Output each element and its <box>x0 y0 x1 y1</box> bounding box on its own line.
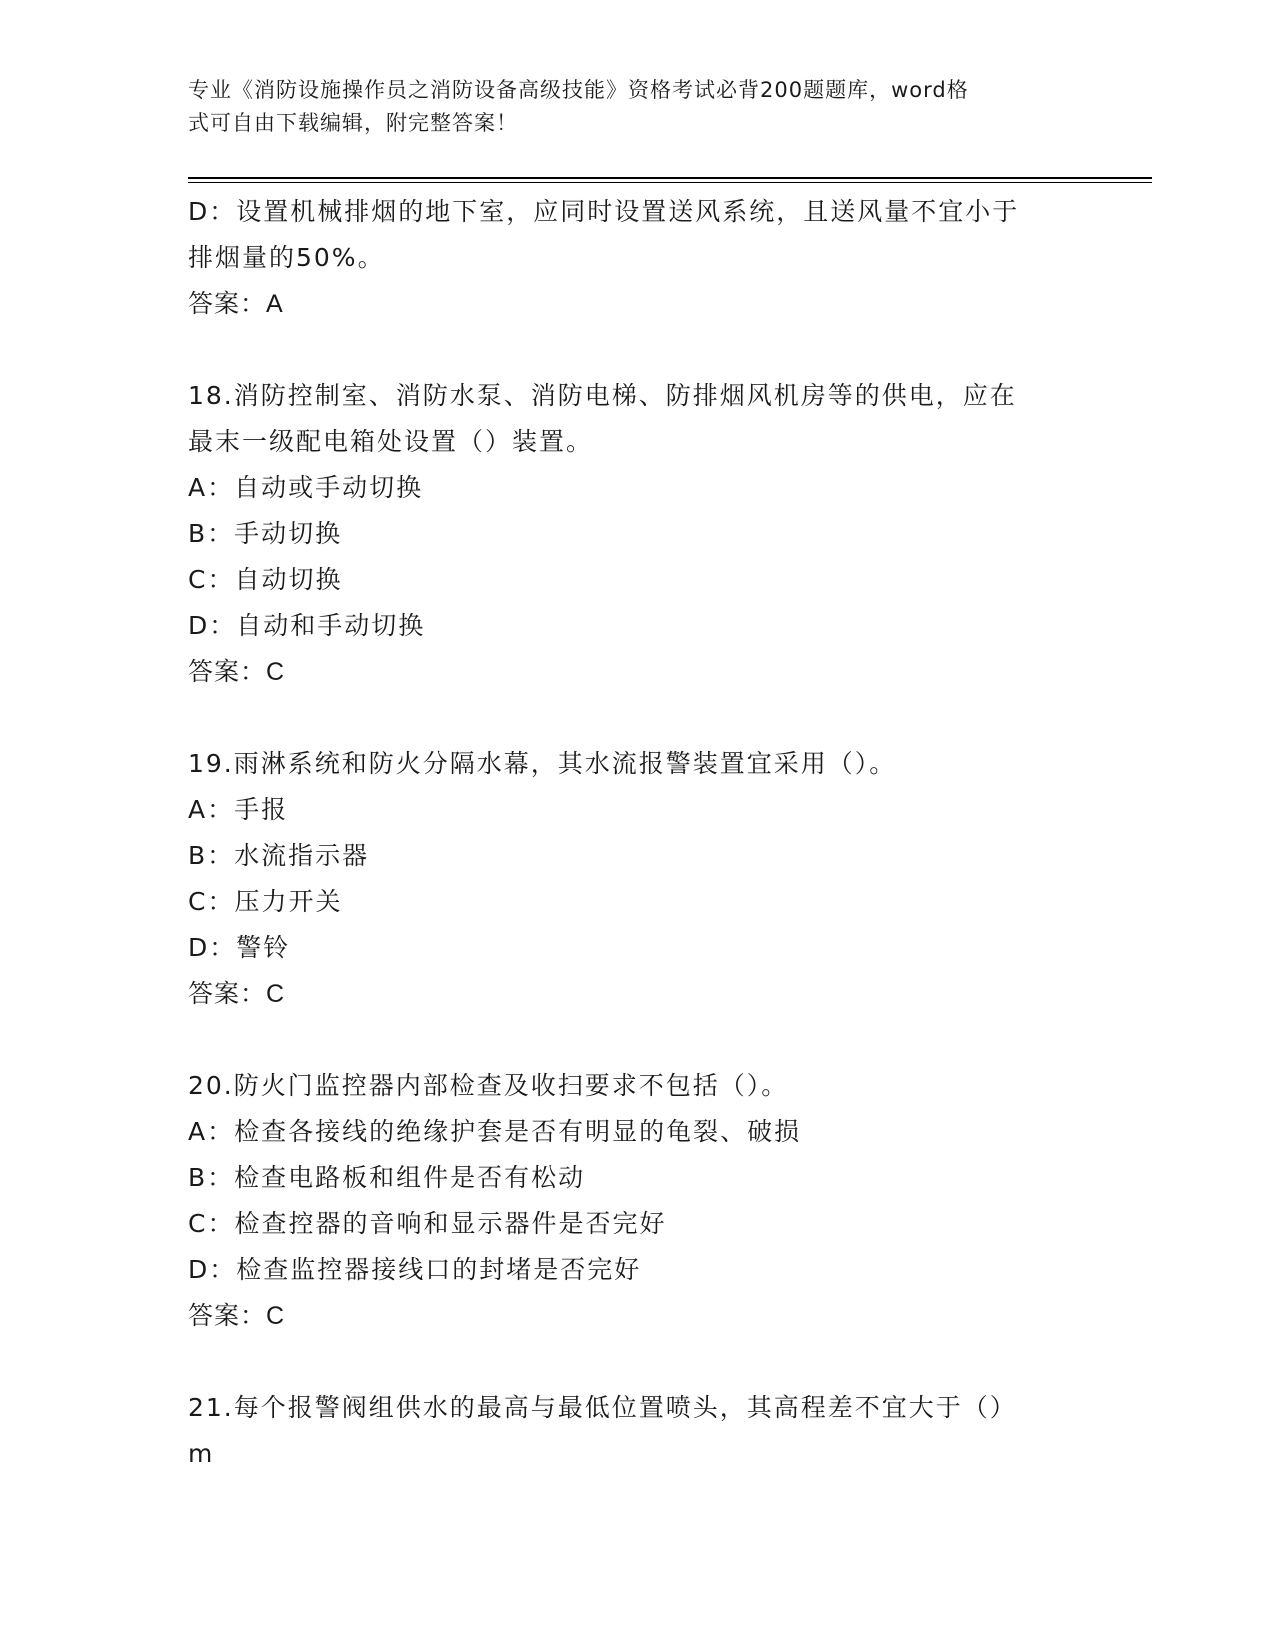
answer: 答案：C <box>188 1302 286 1330</box>
option-d: D：检查监控器接线口的封堵是否完好 <box>188 1255 642 1284</box>
option-a: A：手报 <box>188 795 289 824</box>
option-b: B：手动切换 <box>188 519 343 548</box>
spacer <box>188 1017 1088 1063</box>
question-stem-line-1: 20.防火门监控器内部检查及收扫要求不包括（）。 <box>188 1071 789 1100</box>
option-b: B：检查电路板和组件是否有松动 <box>188 1163 586 1192</box>
header-line-1: 专业《消防设施操作员之消防设备高级技能》资格考试必背200题题库，word格 <box>188 78 969 102</box>
spacer <box>188 695 1088 741</box>
question-19 <box>188 741 1088 1017</box>
spacer <box>188 1339 1088 1385</box>
question-stem-line-1: 18.消防控制室、消防水泵、消防电梯、防排烟风机房等的供电，应在 <box>188 381 1017 410</box>
option-d: D：自动和手动切换 <box>188 611 426 640</box>
question-21 <box>188 1385 1088 1477</box>
option-d: D：警铃 <box>188 933 291 962</box>
option-d-line-1: D：设置机械排烟的地下室，应同时设置送风系统，且送风量不宜小于 <box>188 197 1020 226</box>
question-stem-line-2: 最末一级配电箱处设置（）装置。 <box>188 427 594 456</box>
option-c: C：自动切换 <box>188 565 343 594</box>
question-stem-line-1: 19.雨淋系统和防火分隔水幕，其水流报警装置宜采用（）。 <box>188 749 897 778</box>
header-line-2: 式可自由下载编辑，附完整答案！ <box>188 111 518 135</box>
option-a: A：检查各接线的绝缘护套是否有明显的龟裂、破损 <box>188 1117 802 1146</box>
question-17-continued <box>188 189 1088 327</box>
option-c: C：检查控器的音响和显示器件是否完好 <box>188 1209 667 1238</box>
header-divider-thin <box>188 182 1152 183</box>
question-18 <box>188 373 1088 695</box>
answer: 答案：C <box>188 658 286 686</box>
question-20 <box>188 1063 1088 1339</box>
option-d-line-2: 排烟量的50%。 <box>188 243 385 272</box>
header-divider-thick <box>188 177 1152 179</box>
option-b: B：水流指示器 <box>188 841 370 870</box>
question-stem-line-1: 21.每个报警阀组供水的最高与最低位置喷头，其高程差不宜大于（） <box>188 1393 1017 1422</box>
answer: 答案：A <box>188 290 284 318</box>
document-header <box>188 74 1068 140</box>
question-stem-line-2: m <box>188 1439 215 1468</box>
option-a: A：自动或手动切换 <box>188 473 424 502</box>
spacer <box>188 327 1088 373</box>
answer: 答案：C <box>188 980 286 1008</box>
option-c: C：压力开关 <box>188 887 343 916</box>
question-list <box>188 189 1088 1477</box>
